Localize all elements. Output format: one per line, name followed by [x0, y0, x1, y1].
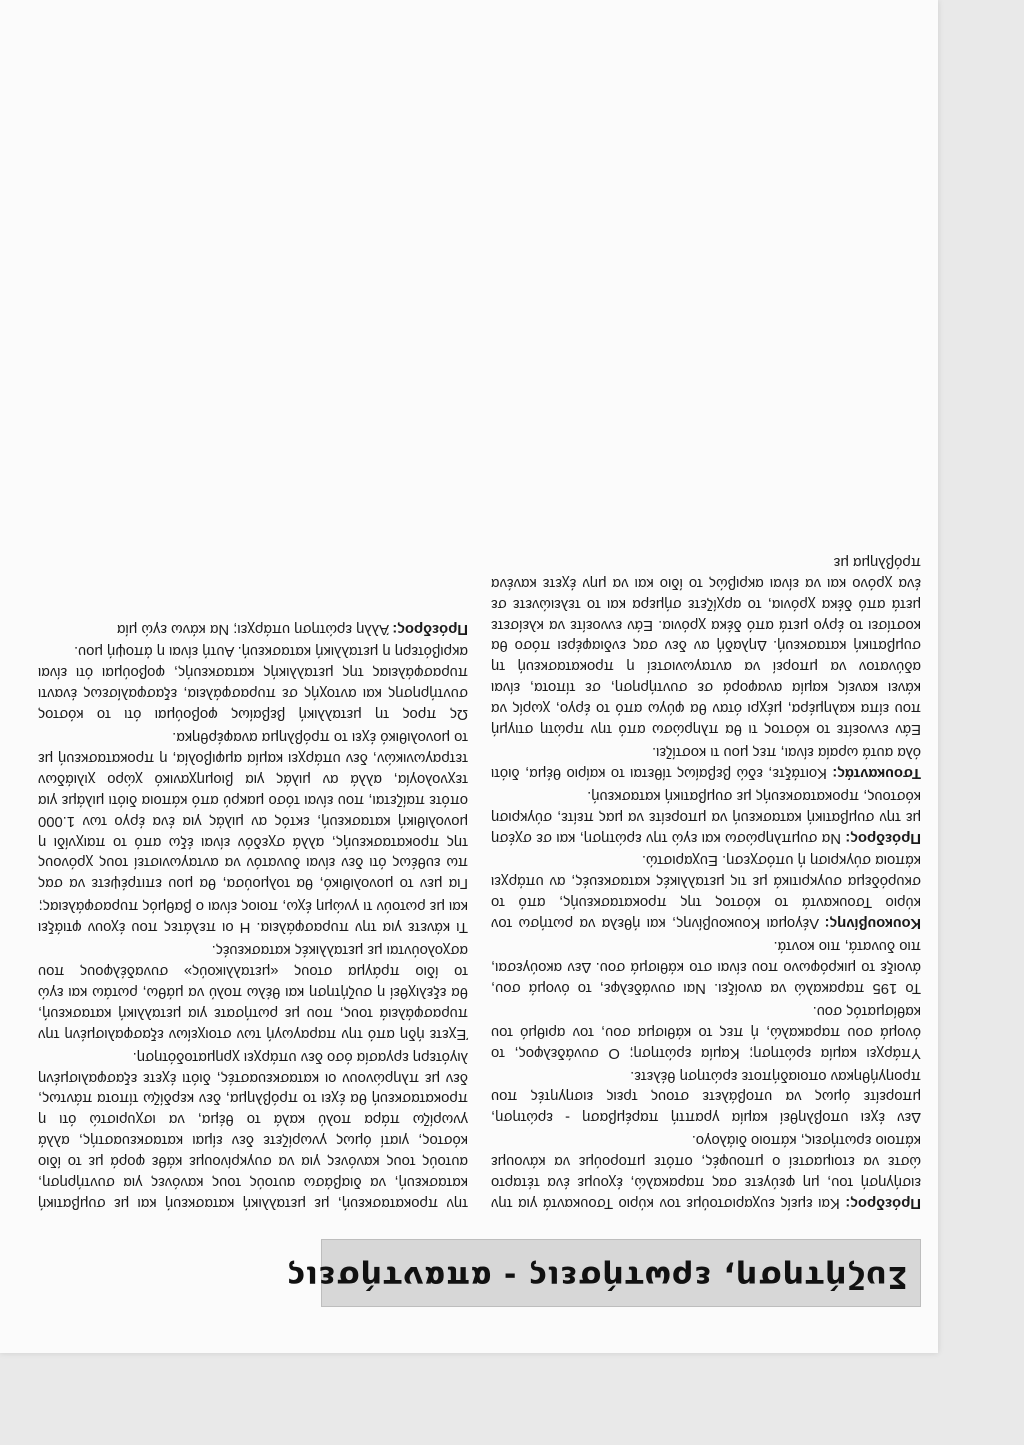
paragraph: [38, 1046, 468, 1213]
paragraph-text: Και εμείς ευχαριστούμε τον κύριο Τσουκαντά για την εισήγησή του, μη φεύγετε σας παρακαλώ, έχουμε ένα τέταρτο ώστε να ετοιμαστεί ο μπουφές, οπότε μπορούμε να κάνουμε κάποιο ερωτήσεις, κάποιο διάλογο.: [491, 1132, 921, 1211]
paragraph: [38, 618, 468, 639]
paragraph-text: Άλλη ερώτηση υπάρχει; Να κάνω εγώ μία: [116, 620, 389, 637]
paragraph: [38, 726, 468, 893]
left-column: [491, 551, 921, 1213]
paragraph-text: την προκατασκευή, με μεταλλική κατασκευή και με συμβατική κατασκευή, να διαβάσω αυτούς τους κανόνες για συντήρηση, αυτούς τους κανόνες για να συγκρίνουμε κάθε φορά με το ίδιο κόστος, γιατί όμως γνωρίζετε δεν είμαι κατασκευαστής, αλλά γνωρίζω πάρα πολύ καλά το θέμα, να ισχυριστώ ότι η προκατασκευή θα έχει το πρόβλημα, δεν κερδίζω τίποτα πάντως, δεν με πληρώνουν οι κατασκευαστές, διότι έχετε εξασφαλισμένη λιγότερη εργασία όσο δεν υπάρχει χρηματοδότηση.: [38, 1048, 468, 1211]
paragraph-text: Δεν έχει υποβληθεί καμία γραπτή παρέμβαση - ερώτηση, μπορείτε όμως να υποβάλετε στους τρεις εισηγητές που προηγήθηκαν οποιαδήποτε ερώτηση θέλετε.: [491, 1067, 921, 1126]
page-title: Συζήτηση, ερωτήσεις - απαντήσεις: [286, 1259, 908, 1294]
speaker-label: Κουκουβίνης:: [824, 915, 921, 932]
section-banner: [286, 1239, 921, 1307]
paragraph: [491, 935, 921, 998]
paragraph: [491, 1129, 921, 1213]
paragraph-text: Τι κάνετε για την πυρασφάλεια. Η οι πελάτες που έχουν φτιάξει και με ρωτούν τι γνώμη έχω, ποιος είναι ο βαθμός πυρασφάλειας;: [38, 898, 468, 936]
speaker-label: Πρόεδρος:: [845, 1195, 921, 1211]
paragraph: [491, 1000, 921, 1063]
paragraph-text: Να συμπληρώσω και εγώ την ερώτηση, και σε σχέση με την συμβατική κατασκευή να μπορείτε να μας πείτε, σύγκριση κόστους, προκατασκευής με συμβατική κατασκευή.: [491, 787, 921, 846]
paragraph-text: Για μεν το μονολιθικό, θα τολμούσα, θα μου επιτρέψετε να σας πω ευθέως ότι δεν είναι δυνατόν να ανταγωνιστεί τους χρόνους της προκατασκευής, αλλά σχεδόν είναι έξω από το παιχνίδι η μονολιθική κατασκευή, εκτός αν μιλάς για ένα έργο των 1.000 οπότε παίζεται, που είναι τόσο μακρύ από κάποια διότι μιλάμε για τεχνολογία, αλλά αν μιλάς για βιομηχανικό χώρο χιλιάδων τετραγωνικών, δεν υπάρχει καμία αμφιβολία, η προκατασκευή με το μονολιθικό έχει το πρόβλημα αναφέρθηκα.: [38, 729, 468, 892]
paragraph: [38, 641, 468, 725]
paragraph: [38, 939, 468, 1044]
speaker-label: Πρόεδρος:: [392, 620, 468, 637]
paragraph-text: Κοιτάξτε, εδώ βεβαίως τίθεται το καίριο θέμα, διότι όλα αυτά ωραία είναι, πες μου τι κοστίζει.: [491, 743, 921, 781]
paragraph-text: Ως προς τη μεταλλική βεβαίως φοβούμαι ότι το κόστος συντήρησης και αντοχής σε πυρασφάλεια, εξασφαλίσεως έναντι πυρασφάλειας της μεταλλικής κατασκευής, φοβούμαι ότι είναι ακριβότερη η μεταλλική κατασκευή. Αυτή είναι η άποψή μου.: [38, 643, 468, 723]
paragraph: [491, 850, 921, 934]
paragraph-text: Λέγομαι Κουκουβίνης, και ήθελα να ρωτήσω τον κύριο Τσουκαντά το κόστος της προκατασκευής, από το σκυρόδεμα συγκριτικά με τις μεταλλικές κατασκευές, αν υπάρχει κάποια σύγκριση ή υπόσχεση. Ευχαριστώ.: [491, 852, 921, 932]
paragraph-text: Εάν εννοείτε το κόστος τι θα πληρώσω από την πρώτη στιγμή που είπα καλημέρα, μέχρι όταν θα φύγω από το έργο, χωρίς να κάνει κανείς καμία αναφορά σε συντήρηση, σε τίποτα, είναι αδύνατον να μπορεί να ανταγωνιστεί η προκατασκευή τη συμβατική κατασκευή. Δηλαδή αν δεν σας ενδιαφέρει πόσο θα κοστίσει το έργο μετά από δέκα χρόνια. Εάν εννοείτε να κλείσετε μετά από δέκα χρόνια, το αρχίζετε σήμερα και το τελειώνετε σε ένα χρόνο και να είναι ακριβώς το ίδιο και να μην έχετε κανένα πρόβλημα με: [491, 553, 921, 738]
speaker-label: Πρόεδρος:: [845, 829, 921, 846]
paragraph-text: Το 195 παρακαλώ να ανοίξει. Ναι συνάδελφε, το όνομά σου, άνοιξε το μικρόφωνο που είναι στο κάθισμά σου. Δεν ακούγεσαι, πιο δυνατά, πιο κοντά.: [491, 938, 921, 996]
paragraph: [491, 785, 921, 848]
paragraph-text: Υπάρχει καμία ερώτηση; Καμία ερώτηση; Ο συνάδελφος, το όνομά σου παρακαλώ, ή πες το κάθισμα σου, τον αριθμό του καθίσματός σου.: [491, 1002, 921, 1061]
paragraph: [491, 1065, 921, 1128]
paragraph: [491, 741, 921, 783]
speaker-label: Τσουκαντάς:: [832, 764, 921, 781]
paragraph: [38, 895, 468, 937]
paragraph-text: Έχετε ήδη από την παραγωγή των στοιχείων εξασφαλισμένη την πυρασφάλειά τους, που με ρωτήσατε για μεταλλική κατασκευή, θα εξελιχθεί η συζήτηση και θέλω πολύ να μάθω, ρωτάω και εγώ το ίδιο πράγμα στους «μεταλλικούς» συναδέλφους που ασχολούνται με μεταλλικές κατασκευές.: [38, 942, 468, 1042]
right-column: [38, 618, 468, 1213]
paragraph: [491, 551, 921, 739]
